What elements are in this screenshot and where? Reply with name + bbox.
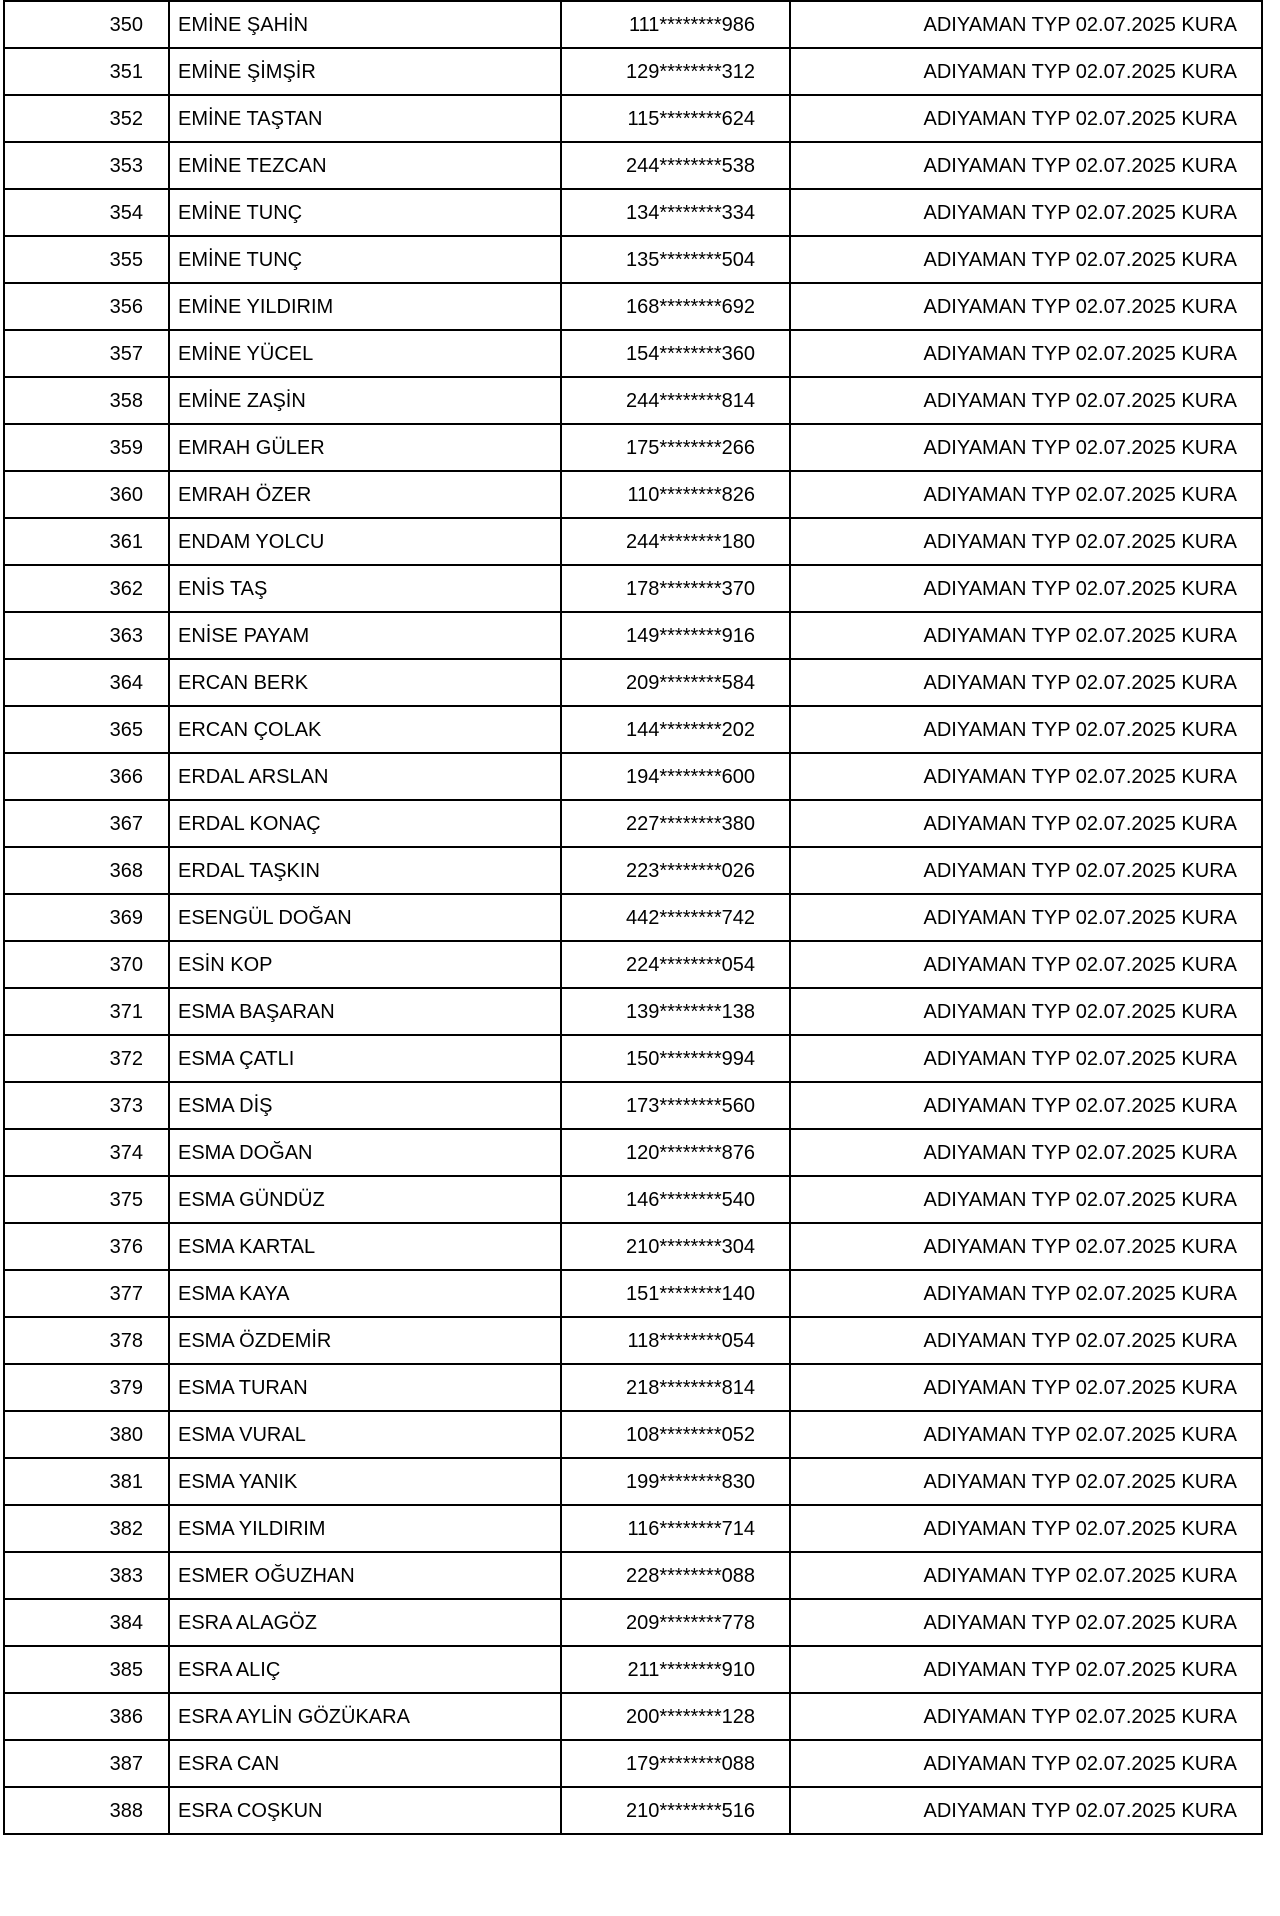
table-row — [4, 847, 1262, 894]
lottery-label-cell: ADIYAMAN TYP 02.07.2025 KURA — [790, 142, 1262, 189]
lottery-label-cell: ADIYAMAN TYP 02.07.2025 KURA — [790, 1270, 1262, 1317]
masked-id-cell: 209********584 — [561, 659, 790, 706]
lottery-label-cell: ADIYAMAN TYP 02.07.2025 KURA — [790, 471, 1262, 518]
table-row — [4, 1129, 1262, 1176]
full-name-cell: ERDAL KONAÇ — [169, 800, 561, 847]
table-row — [4, 142, 1262, 189]
lottery-label-cell: ADIYAMAN TYP 02.07.2025 KURA — [790, 48, 1262, 95]
masked-id-cell: 139********138 — [561, 988, 790, 1035]
table-row — [4, 800, 1262, 847]
masked-id-cell: 244********180 — [561, 518, 790, 565]
lottery-label-cell: ADIYAMAN TYP 02.07.2025 KURA — [790, 894, 1262, 941]
row-number-cell: 369 — [4, 894, 169, 941]
masked-id-cell: 210********304 — [561, 1223, 790, 1270]
row-number-cell: 356 — [4, 283, 169, 330]
row-number-cell: 368 — [4, 847, 169, 894]
row-number-cell: 367 — [4, 800, 169, 847]
table-row — [4, 1505, 1262, 1552]
lottery-label-cell: ADIYAMAN TYP 02.07.2025 KURA — [790, 1552, 1262, 1599]
lottery-label-cell: ADIYAMAN TYP 02.07.2025 KURA — [790, 941, 1262, 988]
table-row — [4, 612, 1262, 659]
table-row — [4, 894, 1262, 941]
row-number-cell: 358 — [4, 377, 169, 424]
full-name-cell: EMİNE TUNÇ — [169, 189, 561, 236]
lottery-results-table — [3, 0, 1263, 1835]
masked-id-cell: 224********054 — [561, 941, 790, 988]
full-name-cell: ESMA ÖZDEMİR — [169, 1317, 561, 1364]
full-name-cell: EMİNE ŞAHİN — [169, 1, 561, 48]
table-row — [4, 1740, 1262, 1787]
table-row — [4, 377, 1262, 424]
lottery-label-cell: ADIYAMAN TYP 02.07.2025 KURA — [790, 377, 1262, 424]
lottery-label-cell: ADIYAMAN TYP 02.07.2025 KURA — [790, 1740, 1262, 1787]
row-number-cell: 363 — [4, 612, 169, 659]
masked-id-cell: 175********266 — [561, 424, 790, 471]
table-row — [4, 1787, 1262, 1834]
full-name-cell: ERCAN BERK — [169, 659, 561, 706]
lottery-label-cell: ADIYAMAN TYP 02.07.2025 KURA — [790, 1411, 1262, 1458]
masked-id-cell: 209********778 — [561, 1599, 790, 1646]
full-name-cell: ESMA DİŞ — [169, 1082, 561, 1129]
table-row — [4, 1458, 1262, 1505]
masked-id-cell: 244********814 — [561, 377, 790, 424]
full-name-cell: ESRA COŞKUN — [169, 1787, 561, 1834]
table-row — [4, 706, 1262, 753]
full-name-cell: ESMA KARTAL — [169, 1223, 561, 1270]
full-name-cell: ESRA AYLİN GÖZÜKARA — [169, 1693, 561, 1740]
full-name-cell: EMİNE YÜCEL — [169, 330, 561, 377]
masked-id-cell: 135********504 — [561, 236, 790, 283]
full-name-cell: ESMA GÜNDÜZ — [169, 1176, 561, 1223]
row-number-cell: 355 — [4, 236, 169, 283]
table-row — [4, 283, 1262, 330]
full-name-cell: ESRA ALAGÖZ — [169, 1599, 561, 1646]
row-number-cell: 350 — [4, 1, 169, 48]
full-name-cell: ESMA DOĞAN — [169, 1129, 561, 1176]
row-number-cell: 352 — [4, 95, 169, 142]
row-number-cell: 382 — [4, 1505, 169, 1552]
lottery-label-cell: ADIYAMAN TYP 02.07.2025 KURA — [790, 283, 1262, 330]
lottery-label-cell: ADIYAMAN TYP 02.07.2025 KURA — [790, 706, 1262, 753]
row-number-cell: 353 — [4, 142, 169, 189]
full-name-cell: ENDAM YOLCU — [169, 518, 561, 565]
lottery-label-cell: ADIYAMAN TYP 02.07.2025 KURA — [790, 1317, 1262, 1364]
full-name-cell: EMİNE TUNÇ — [169, 236, 561, 283]
lottery-label-cell: ADIYAMAN TYP 02.07.2025 KURA — [790, 1693, 1262, 1740]
table-row — [4, 236, 1262, 283]
lottery-label-cell: ADIYAMAN TYP 02.07.2025 KURA — [790, 1035, 1262, 1082]
row-number-cell: 384 — [4, 1599, 169, 1646]
table-row — [4, 189, 1262, 236]
full-name-cell: ESENGÜL DOĞAN — [169, 894, 561, 941]
row-number-cell: 372 — [4, 1035, 169, 1082]
row-number-cell: 371 — [4, 988, 169, 1035]
masked-id-cell: 151********140 — [561, 1270, 790, 1317]
lottery-label-cell: ADIYAMAN TYP 02.07.2025 KURA — [790, 1364, 1262, 1411]
table-row — [4, 1035, 1262, 1082]
table-row — [4, 1176, 1262, 1223]
table-row — [4, 1693, 1262, 1740]
table-row — [4, 330, 1262, 377]
row-number-cell: 378 — [4, 1317, 169, 1364]
masked-id-cell: 218********814 — [561, 1364, 790, 1411]
table-row — [4, 1, 1262, 48]
row-number-cell: 374 — [4, 1129, 169, 1176]
lottery-label-cell: ADIYAMAN TYP 02.07.2025 KURA — [790, 236, 1262, 283]
row-number-cell: 388 — [4, 1787, 169, 1834]
row-number-cell: 370 — [4, 941, 169, 988]
full-name-cell: EMİNE ŞİMŞİR — [169, 48, 561, 95]
full-name-cell: ERDAL TAŞKIN — [169, 847, 561, 894]
masked-id-cell: 200********128 — [561, 1693, 790, 1740]
table-row — [4, 471, 1262, 518]
lottery-label-cell: ADIYAMAN TYP 02.07.2025 KURA — [790, 612, 1262, 659]
full-name-cell: ESMA KAYA — [169, 1270, 561, 1317]
masked-id-cell: 149********916 — [561, 612, 790, 659]
full-name-cell: EMİNE TEZCAN — [169, 142, 561, 189]
full-name-cell: ENİSE PAYAM — [169, 612, 561, 659]
full-name-cell: EMİNE TAŞTAN — [169, 95, 561, 142]
table-row — [4, 1411, 1262, 1458]
full-name-cell: EMİNE ZAŞİN — [169, 377, 561, 424]
full-name-cell: ERDAL ARSLAN — [169, 753, 561, 800]
lottery-label-cell: ADIYAMAN TYP 02.07.2025 KURA — [790, 988, 1262, 1035]
row-number-cell: 373 — [4, 1082, 169, 1129]
masked-id-cell: 173********560 — [561, 1082, 790, 1129]
full-name-cell: ESMA TURAN — [169, 1364, 561, 1411]
masked-id-cell: 211********910 — [561, 1646, 790, 1693]
table-body — [4, 1, 1262, 1834]
row-number-cell: 377 — [4, 1270, 169, 1317]
masked-id-cell: 150********994 — [561, 1035, 790, 1082]
row-number-cell: 360 — [4, 471, 169, 518]
row-number-cell: 364 — [4, 659, 169, 706]
masked-id-cell: 116********714 — [561, 1505, 790, 1552]
lottery-label-cell: ADIYAMAN TYP 02.07.2025 KURA — [790, 1599, 1262, 1646]
masked-id-cell: 168********692 — [561, 283, 790, 330]
full-name-cell: EMRAH ÖZER — [169, 471, 561, 518]
lottery-label-cell: ADIYAMAN TYP 02.07.2025 KURA — [790, 565, 1262, 612]
masked-id-cell: 178********370 — [561, 565, 790, 612]
row-number-cell: 354 — [4, 189, 169, 236]
lottery-label-cell: ADIYAMAN TYP 02.07.2025 KURA — [790, 1505, 1262, 1552]
full-name-cell: ESMA BAŞARAN — [169, 988, 561, 1035]
table-row — [4, 1270, 1262, 1317]
row-number-cell: 359 — [4, 424, 169, 471]
lottery-label-cell: ADIYAMAN TYP 02.07.2025 KURA — [790, 1787, 1262, 1834]
lottery-label-cell: ADIYAMAN TYP 02.07.2025 KURA — [790, 1223, 1262, 1270]
lottery-label-cell: ADIYAMAN TYP 02.07.2025 KURA — [790, 1646, 1262, 1693]
row-number-cell: 361 — [4, 518, 169, 565]
masked-id-cell: 111********986 — [561, 1, 790, 48]
lottery-label-cell: ADIYAMAN TYP 02.07.2025 KURA — [790, 659, 1262, 706]
lottery-label-cell: ADIYAMAN TYP 02.07.2025 KURA — [790, 1458, 1262, 1505]
masked-id-cell: 146********540 — [561, 1176, 790, 1223]
table-row — [4, 753, 1262, 800]
row-number-cell: 381 — [4, 1458, 169, 1505]
full-name-cell: ESİN KOP — [169, 941, 561, 988]
row-number-cell: 357 — [4, 330, 169, 377]
lottery-label-cell: ADIYAMAN TYP 02.07.2025 KURA — [790, 330, 1262, 377]
masked-id-cell: 179********088 — [561, 1740, 790, 1787]
full-name-cell: ESMA ÇATLI — [169, 1035, 561, 1082]
masked-id-cell: 154********360 — [561, 330, 790, 377]
masked-id-cell: 442********742 — [561, 894, 790, 941]
full-name-cell: ESRA ALIÇ — [169, 1646, 561, 1693]
lottery-label-cell: ADIYAMAN TYP 02.07.2025 KURA — [790, 847, 1262, 894]
full-name-cell: ESRA CAN — [169, 1740, 561, 1787]
masked-id-cell: 134********334 — [561, 189, 790, 236]
table-row — [4, 1599, 1262, 1646]
lottery-label-cell: ADIYAMAN TYP 02.07.2025 KURA — [790, 518, 1262, 565]
row-number-cell: 386 — [4, 1693, 169, 1740]
table-row — [4, 1223, 1262, 1270]
row-number-cell: 385 — [4, 1646, 169, 1693]
lottery-label-cell: ADIYAMAN TYP 02.07.2025 KURA — [790, 1082, 1262, 1129]
row-number-cell: 379 — [4, 1364, 169, 1411]
masked-id-cell: 228********088 — [561, 1552, 790, 1599]
row-number-cell: 376 — [4, 1223, 169, 1270]
full-name-cell: ESMA VURAL — [169, 1411, 561, 1458]
table-row — [4, 1317, 1262, 1364]
table-row — [4, 941, 1262, 988]
full-name-cell: ESMA YANIK — [169, 1458, 561, 1505]
masked-id-cell: 223********026 — [561, 847, 790, 894]
masked-id-cell: 227********380 — [561, 800, 790, 847]
masked-id-cell: 129********312 — [561, 48, 790, 95]
masked-id-cell: 118********054 — [561, 1317, 790, 1364]
full-name-cell: ESMER OĞUZHAN — [169, 1552, 561, 1599]
masked-id-cell: 108********052 — [561, 1411, 790, 1458]
masked-id-cell: 210********516 — [561, 1787, 790, 1834]
lottery-label-cell: ADIYAMAN TYP 02.07.2025 KURA — [790, 424, 1262, 471]
table-row — [4, 48, 1262, 95]
lottery-label-cell: ADIYAMAN TYP 02.07.2025 KURA — [790, 753, 1262, 800]
lottery-label-cell: ADIYAMAN TYP 02.07.2025 KURA — [790, 800, 1262, 847]
full-name-cell: ERCAN ÇOLAK — [169, 706, 561, 753]
row-number-cell: 387 — [4, 1740, 169, 1787]
table-row — [4, 1646, 1262, 1693]
masked-id-cell: 244********538 — [561, 142, 790, 189]
masked-id-cell: 194********600 — [561, 753, 790, 800]
full-name-cell: ESMA YILDIRIM — [169, 1505, 561, 1552]
lottery-label-cell: ADIYAMAN TYP 02.07.2025 KURA — [790, 189, 1262, 236]
row-number-cell: 362 — [4, 565, 169, 612]
row-number-cell: 375 — [4, 1176, 169, 1223]
masked-id-cell: 110********826 — [561, 471, 790, 518]
table-row — [4, 659, 1262, 706]
lottery-label-cell: ADIYAMAN TYP 02.07.2025 KURA — [790, 1129, 1262, 1176]
masked-id-cell: 115********624 — [561, 95, 790, 142]
full-name-cell: EMİNE YILDIRIM — [169, 283, 561, 330]
table-row — [4, 1082, 1262, 1129]
table-row — [4, 424, 1262, 471]
lottery-label-cell: ADIYAMAN TYP 02.07.2025 KURA — [790, 1, 1262, 48]
row-number-cell: 365 — [4, 706, 169, 753]
table-row — [4, 988, 1262, 1035]
full-name-cell: EMRAH GÜLER — [169, 424, 561, 471]
table-row — [4, 1364, 1262, 1411]
row-number-cell: 351 — [4, 48, 169, 95]
table-row — [4, 565, 1262, 612]
full-name-cell: ENİS TAŞ — [169, 565, 561, 612]
masked-id-cell: 120********876 — [561, 1129, 790, 1176]
table-row — [4, 518, 1262, 565]
masked-id-cell: 199********830 — [561, 1458, 790, 1505]
lottery-label-cell: ADIYAMAN TYP 02.07.2025 KURA — [790, 95, 1262, 142]
masked-id-cell: 144********202 — [561, 706, 790, 753]
row-number-cell: 380 — [4, 1411, 169, 1458]
row-number-cell: 383 — [4, 1552, 169, 1599]
table-row — [4, 1552, 1262, 1599]
table-row — [4, 95, 1262, 142]
row-number-cell: 366 — [4, 753, 169, 800]
lottery-label-cell: ADIYAMAN TYP 02.07.2025 KURA — [790, 1176, 1262, 1223]
